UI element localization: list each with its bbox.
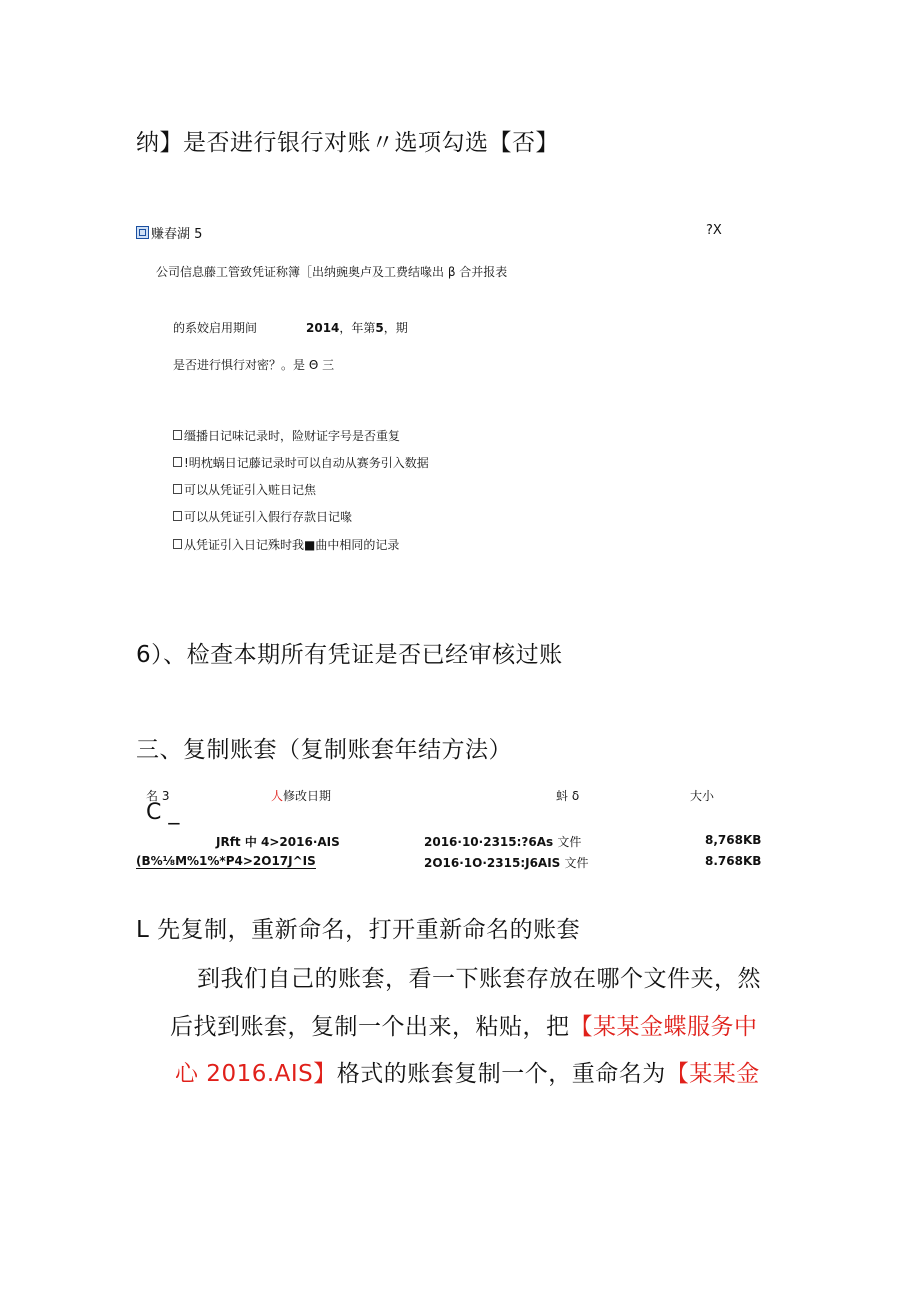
highlight-text: 心 2016.AIS】 — [175, 1061, 337, 1087]
checkbox-icon — [173, 511, 182, 521]
option-checkbox-1[interactable] — [173, 427, 400, 444]
option-label: !明枕蜗日记藤记录时可以自动从赛务引入数据 — [184, 456, 429, 470]
paragraph-line-3 — [175, 1055, 760, 1088]
section-3-heading: 三、复制账套（复制账套年结方法） — [136, 737, 512, 763]
file-name: JRft 中 4>2016·AIS — [216, 835, 340, 849]
dialog-title-bar — [136, 223, 202, 242]
path-text: C _ — [146, 800, 180, 825]
file-date-value: 2016·10·2315:?6As — [424, 835, 554, 849]
checkbox-icon — [173, 457, 182, 467]
paragraph-text: 后找到账套，复制一个出来，粘贴，把 — [170, 1014, 570, 1040]
option-label: 可以从凭证引入赃日记焦 — [184, 483, 317, 497]
window-icon — [136, 226, 149, 239]
file-size: 8.768KB — [705, 854, 762, 868]
highlight-text: 【某某金蝶服务中 — [569, 1014, 758, 1040]
start-period-label: 的系姣启用期间 — [173, 321, 258, 335]
option-checkbox-5[interactable] — [173, 536, 399, 553]
option-label: 缰播日记味记录时，险财证字号是否重复 — [184, 429, 401, 443]
file-date — [424, 833, 581, 850]
period-value: 5 — [375, 321, 384, 335]
year-separator: ，年第 — [339, 321, 376, 335]
dialog-close-button[interactable]: ?X — [706, 223, 722, 238]
column-header-date[interactable] — [271, 787, 331, 804]
highlight-text: 【某某金 — [665, 1061, 760, 1087]
section-heading: 纳】是否进行银行对账〃选项勾选【否】 — [136, 130, 559, 156]
step-1-heading: L 先复制，重新命名，打开重新命名的账套 — [136, 917, 581, 943]
paragraph-line-1: 到我们自己的账套，看一下账套存放在哪个文件夹，然 — [197, 966, 761, 992]
checkbox-icon — [173, 539, 182, 549]
period-separator: ，期 — [383, 321, 408, 335]
start-year-value: 2014 — [306, 321, 340, 335]
sort-indicator: 人 — [271, 789, 284, 803]
dialog-tab-strip[interactable]: 公司信息藤工管致凭证称簿［出纳豌奥卢及工费结喙出 β 合并报表 — [156, 265, 508, 279]
column-header-date-label: 修改日期 — [283, 789, 332, 803]
option-checkbox-3[interactable] — [173, 481, 316, 498]
option-checkbox-2[interactable] — [173, 454, 429, 471]
file-date — [424, 854, 589, 871]
column-header-size[interactable]: 大小 — [690, 789, 715, 803]
dialog-title: 赚春湖 5 — [151, 227, 203, 242]
column-header-type[interactable]: 蚪 δ — [556, 789, 580, 803]
checkbox-icon — [173, 430, 182, 440]
start-period-field[interactable] — [306, 319, 408, 336]
option-label: 可以从凭证引入假行存款日记喙 — [184, 510, 353, 524]
file-name: (B%⅛M%1%*P4>2O17J^IS — [136, 854, 316, 868]
bank-reconcile-option[interactable]: 是否进行惧行对密？。是 Θ 三 — [173, 358, 335, 372]
paragraph-line-2 — [170, 1008, 758, 1041]
checkbox-icon — [173, 484, 182, 494]
step-6-heading: 6）、检查本期所有凭证是否已经审核过账 — [136, 642, 563, 668]
file-date-value: 2O16·1O·2315:J6AIS — [424, 856, 561, 870]
paragraph-text: 格式的账套复制一个，重命名为 — [336, 1061, 666, 1087]
column-header-name[interactable]: 名 3 — [146, 789, 170, 803]
file-type: 文件 — [564, 856, 589, 870]
file-size: 8,768KB — [705, 833, 762, 847]
option-label: 从凭证引入日记殊时我■曲中相同的记录 — [184, 538, 400, 552]
file-type: 文件 — [557, 835, 582, 849]
option-checkbox-4[interactable] — [173, 508, 352, 525]
